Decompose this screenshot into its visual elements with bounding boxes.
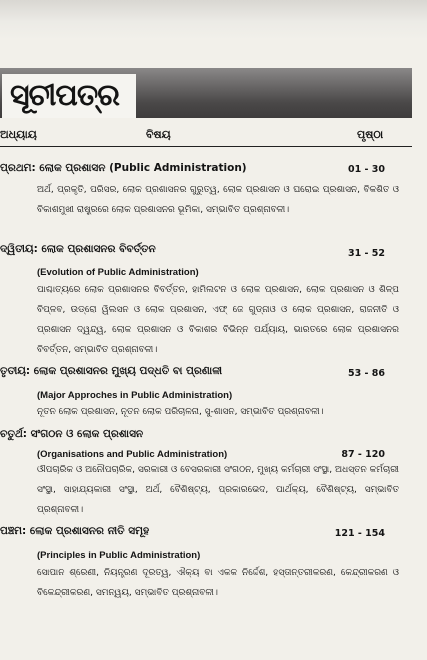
header-divider: [0, 146, 412, 147]
chapter-4-english-title: (Organisations and Public Administration): [37, 449, 228, 460]
chapter-3-description: ନୂତନ ଲୋକ ପ୍ରଶାସନ, ନୂତନ ଲୋକ ପରିଚାଳନା, ସୁ-ଶାସନ, ସମ୍ଭାବିତ ପ୍ରଶ୍ନାବଳୀ।: [37, 407, 324, 417]
chapter-4-pages: 87 - 120: [341, 449, 385, 460]
column-header-subject: ବିଷୟ: [146, 128, 171, 141]
chapter-5-pages: 121 - 154: [334, 528, 385, 539]
chapter-2-heading: ଦ୍ୱିତୀୟ: ଲୋକ ପ୍ରଶାସନର ବିବର୍ତ୍ତନ: [0, 243, 156, 255]
chapter-1-pages: 01 - 30: [348, 164, 385, 175]
chapter-5-english-title: (Principles in Public Administration): [37, 550, 201, 561]
chapter-2-english-title: (Evolution of Public Administration): [37, 267, 199, 278]
chapter-4-description: ଔପଚାରିକ ଓ ଅନୌପଚାରିକ, ସରକାରୀ ଓ ବେସରକାରୀ ସଂଗଠନ, ମୁଖ୍ୟ କର୍ମଚାରୀ ସଂସ୍ଥା, ଅଧସ୍ତନ କର୍ମଚାରୀ ସଂସ୍ଥା, ସାହାଯ୍ୟକାରୀ ସଂସ୍ଥା, ଅର୍ଥ, ବୈଶିଷ୍ଟ୍ୟ, ପ୍ରକାରଭେଦ, ପାର୍ଥକ୍ୟ, ବୈଶିଷ୍ଟ୍ୟ, ସମ୍ଭାବିତ ପ୍ରଶ୍ନାବଳୀ।: [37, 465, 399, 515]
column-header-chapter: ଅଧ୍ୟାୟ: [0, 128, 37, 141]
column-header-page: ପୃଷ୍ଠା: [357, 128, 384, 141]
chapter-5-description: ସୋପାନ ଶ୍ରେଣୀ, ନିୟନ୍ତ୍ରଣ ଦୂରତ୍ୱ, ଐକ୍ୟ ବା ଏକକ ନିର୍ଦ୍ଦେଶ, ହସ୍ତାନ୍ତରୀକରଣ, କେନ୍ଦ୍ରୀକରଣ ଓ ବିକେନ୍ଦ୍ରୀକରଣ, ସମନ୍ୱୟ, ସମ୍ଭାବିତ ପ୍ରଶ୍ନାବଳୀ।: [37, 568, 399, 598]
chapter-1-heading: ପ୍ରଥମ: ଲୋକ ପ୍ରଶାସନ (Public Administration): [0, 162, 247, 174]
chapter-3-pages: 53 - 86: [348, 368, 385, 379]
chapter-3-english-title: (Major Approches in Public Administration): [37, 390, 233, 401]
chapter-4-heading: ଚତୁର୍ଥ: ସଂଗଠନ ଓ ଲୋକ ପ୍ରଶାସନ: [0, 428, 144, 440]
chapter-2-description: ପାଶ୍ଚାତ୍ୟରେ ଲୋକ ପ୍ରଶାସନର ବିବର୍ତ୍ତନ, ହାମିଲଟନ ଓ ଲୋକ ପ୍ରଶାସନ, ଲୋକ ପ୍ରଶାସନ ଓ ଶିଳ୍ପ ବିପ୍ଳବ, ଉଡ୍ରୋ ୱିଲସନ ଓ ଲୋକ ପ୍ରଶାସନ, ଏଫ୍ ଜେ ଗୁଡ୍‌ନାଓ ଓ ଲୋକ ପ୍ରଶାସନ, ରାଜନୀତି ଓ ପ୍ରଶାସନ ଦ୍ୱନ୍ଦ୍ୱ, ଲୋକ ପ୍ରଶାସନ ଓ ବିକାଶର ବିଭିନ୍ନ ପର୍ଯ୍ୟାୟ, ଭାରତରେ ଲୋକ ପ୍ରଶାସନର ବିବର୍ତ୍ତନ, ସମ୍ଭାବିତ ପ୍ରଶ୍ନାବଳୀ।: [37, 285, 399, 355]
chapter-5-heading: ପଞ୍ଚମ: ଲୋକ ପ୍ରଶାସନର ନୀତି ସମୂହ: [0, 525, 150, 537]
chapter-1-description: ଅର୍ଥ, ପ୍ରକୃତି, ପରିସର, ଲୋକ ପ୍ରଶାସନର ଗୁରୁତ୍ୱ, ଲୋକ ପ୍ରଶାସନ ଓ ଘରୋଇ ପ୍ରଶାସନ, ବିକଶିତ ଓ ବିକାଶମୁଖୀ ରାଷ୍ଟ୍ରରେ ଲୋକ ପ୍ରଶାସନର ଭୂମିକା, ସମ୍ଭାବିତ ପ୍ରଶ୍ନାବଳୀ।: [37, 185, 399, 215]
chapter-3-heading: ତୃତୀୟ: ଲୋକ ପ୍ରଶାସନର ମୁଖ୍ୟ ପଦ୍ଧତି ବା ପ୍ରଣାଳୀ: [0, 365, 223, 377]
page-title: ସୂଚୀପତ୍ର: [2, 74, 136, 118]
chapter-2-pages: 31 - 52: [348, 248, 385, 259]
